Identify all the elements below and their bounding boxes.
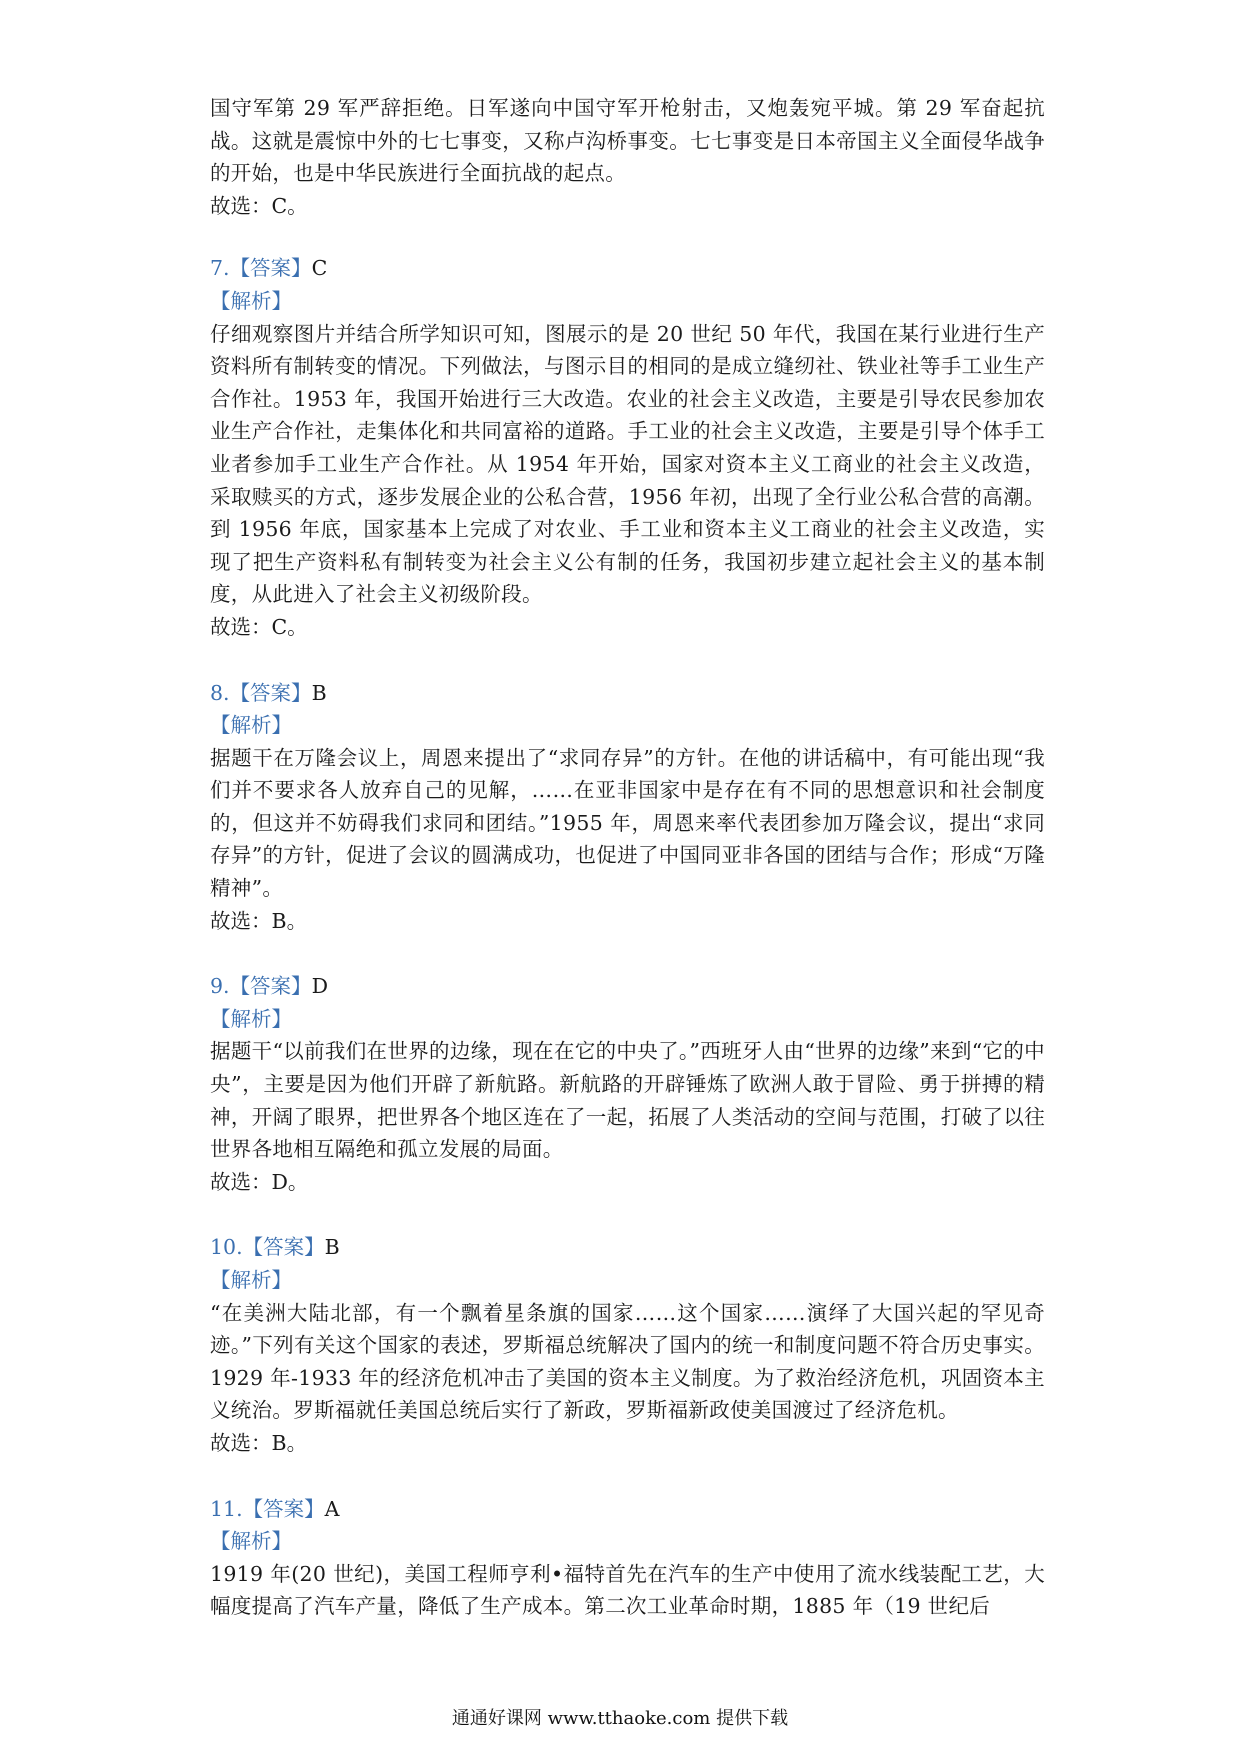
answer-label: 【答案】 (229, 680, 312, 705)
answer-value: B (324, 1235, 340, 1260)
answer-label: 【答案】 (242, 1235, 325, 1260)
analysis-label: 【解析】 (210, 1529, 292, 1554)
document-page (210, 92, 1045, 1623)
answer-heading (210, 1231, 1045, 1264)
analysis-text: 据题干“以前我们在世界的边缘，现在在它的中央了。”西班牙人由“世界的边缘”来到“它的中央”，主要是因为他们开辟了新航路。新航路的开辟锤炼了欧洲人敢于冒险、勇于拼搏的精神，开阔了眼界，把世界各个地区连在了一起，拓展了人类活动的空间与范围，打破了以往世界各地相互隔绝和孤立发展的局面。 (210, 1039, 1045, 1162)
answer-heading (210, 970, 1045, 1003)
choice-line: 故选：B。 (210, 908, 308, 933)
answer-value: D (311, 974, 328, 999)
question-number: 7. (210, 256, 230, 281)
question-number: 9. (210, 974, 230, 999)
answer-value: C (311, 256, 328, 281)
intro-block (210, 92, 1045, 222)
question-number: 8. (210, 680, 230, 705)
answer-heading (210, 252, 1045, 285)
analysis-label: 【解析】 (210, 1268, 292, 1292)
answer-block-11 (210, 1493, 1045, 1623)
analysis-label: 【解析】 (210, 1006, 292, 1031)
question-number: 10. (210, 1235, 243, 1260)
choice-line: 故选：D。 (210, 1169, 309, 1194)
analysis-text: 据题干在万隆会议上，周恩来提出了“求同存异”的方针。在他的讲话稿中，有可能出现“我们并不要求各人放弃自己的见解，……在亚非国家中是存在有不同的思想意识和社会制度的，但这并不妨碍我们求同和团结。”1955 年，周恩来率代表团参加万隆会议，提出“求同存异”的方针，促进了会议的圆满成功，也促进了中国同亚非各国的团结与合作；形成“万隆精神”。 (210, 745, 1045, 901)
analysis-text: 1919 年(20 世纪)，美国工程师亨利•福特首先在汽车的生产中使用了流水线装配工艺，大幅度提高了汽车产量，降低了生产成本。第二次工业革命时期，1885 年（19 世纪后 (210, 1561, 1045, 1619)
answer-label: 【答案】 (229, 974, 312, 999)
choice-line: 故选：C。 (210, 614, 308, 639)
answer-block-10 (210, 1231, 1045, 1459)
answer-label: 【答案】 (242, 1496, 325, 1521)
analysis-text: “在美洲大陆北部，有一个飘着星条旗的国家……这个国家……演绎了大国兴起的罕见奇迹。”下列有关这个国家的表述，罗斯福总统解决了国内的统一和制度问题不符合历史事实。1929 年-1933 年的经济危机冲击了美国的资本主义制度。为了救治经济危机，巩固资本主义统治。罗斯福就任美国总统后实行了新政，罗斯福新政使美国渡过了经济危机。 (210, 1300, 1045, 1423)
answer-block-9 (210, 970, 1045, 1198)
analysis-text: 仔细观察图片并结合所学知识可知，图展示的是 20 世纪 50 年代，我国在某行业进行生产资料所有制转变的情况。下列做法，与图示目的相同的是成立缝纫社、铁业社等手工业生产合作社。1953 年，我国开始进行三大改造。农业的社会主义改造，主要是引导农民参加农业生产合作社，走集体化和共同富裕的道路。手工业的社会主义改造，主要是引导个体手工业者参加手工业生产合作社。从 1954 年开始，国家对资本主义工商业的社会主义改造，采取赎买的方式，逐步发展企业的公私合营，1956 年初，出现了全行业公私合营的高潮。到 1956 年底，国家基本上完成了对农业、手工业和资本主义工商业的社会主义改造，实现了把生产资料私有制转变为社会主义公有制的任务，我国初步建立起社会主义的基本制度，从此进入了社会主义初级阶段。 (210, 321, 1045, 607)
answer-block-7 (210, 252, 1045, 643)
page-footer: 通通好课网 www.tthaoke.com 提供下载 (451, 1708, 789, 1729)
question-number: 11. (210, 1496, 243, 1521)
answer-value: B (311, 680, 327, 705)
analysis-label: 【解析】 (210, 288, 292, 313)
choice-line: 故选：B。 (210, 1430, 308, 1455)
answer-label: 【答案】 (229, 256, 312, 281)
answer-value: A (324, 1496, 340, 1521)
choice-line: 故选：C。 (210, 193, 308, 218)
analysis-text: 国守军第 29 军严辞拒绝。日军遂向中国守军开枪射击，又炮轰宛平城。第 29 军奋起抗战。这就是震惊中外的七七事变，又称卢沟桥事变。七七事变是日本帝国主义全面侵华战争的开始，也是中华民族进行全面抗战的起点。 (210, 96, 1045, 186)
answer-block-8 (210, 677, 1045, 938)
answer-heading (210, 677, 1045, 710)
analysis-label: 【解析】 (210, 713, 292, 738)
answer-heading (210, 1493, 1045, 1526)
